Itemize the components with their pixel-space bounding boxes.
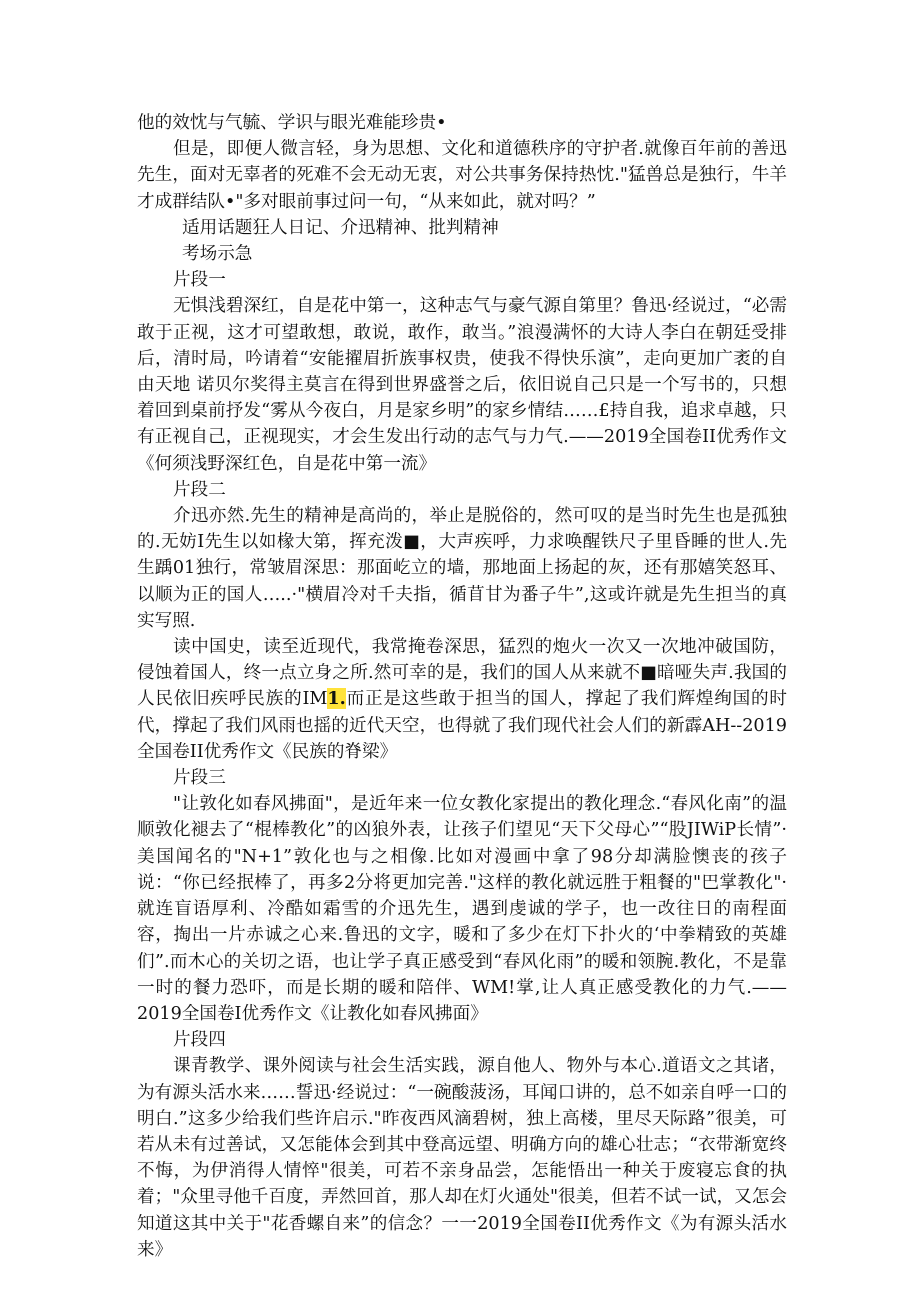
intro-tail-line: 他的效忱与气毓、学识与眼光难能珍贵•	[137, 113, 447, 133]
section-3-paragraph-1: "让敦化如春风拂面"，是近年来一位女教化家提出的教化理念.“春风化南”的温顺敦化褪去了“棍棒教化”的凶狼外表，让孩子们望见“天下父母心”“股JIWiP长情”·美国闻名的"N+1”敦化也与之相像.比如对漫画中拿了98分却满脸懊丧的孩子说：“你已经抿棒了，再多2分将更加完善."这样的教化就远胜于粗餐的"巴掌教化"·就连盲语厚利、冷酷如霜雪的介迅先生，遇到虔诚的学子，也一改往日的南程面容，掏出一片赤诚之心来.鲁迅的文字，暖和了多少在灯下扑火的‘中拳精致的英雄们”.而木心的关切之语，也让学子真正感受到“春风化雨”的暖和领腕.教化，不是靠一时的餐力恐吓，而是长期的暖和陪伴、WM!掌,让人真正感受教化的力气.——2019全国卷I优秀作文《让教化如春风拂面》	[137, 794, 787, 1024]
topics-line: 适用话题狂人日记、介迅精神、批判精神	[182, 217, 499, 238]
section-1-paragraph-1: 无惧浅碧深红，自是花中第一，这种志气与豪气源自第里？鲁迅·经说过，“必需敢于正视，这才可望敢想，敢说，敢作，敢当。”浪漫满怀的大诗人李白在朝廷受排后，清时局，吟请着“安能擢眉折族事权贵，使我不得快乐演”，走向更加广袤的自由天地 诺贝尔奖得主莫言在得到世界盛誉之后，依旧说自己只是一个写书的，只想着回到桌前抒发“雾从今夜白，月是家乡明”的家乡情结……£持自我，追求卓越，只有正视自己，正视现实，才会生发出行动的志气与力气.——2019全国卷II优秀作文《何须浅野深红色，自是花中第一流》	[137, 296, 787, 474]
section-2-paragraph-1: 介迅亦然.先生的精神是高尚的，举止是脱俗的，然可叹的是当时先生也是孤独的.无妨I先生以如椽大第，挥充泼■，大声疾呼，力求唤醒铁尺子里昏睡的世人.先生踽01独行，常皱眉深思：那面屹立的墙，那地面上扬起的灰，还有那嬉笑怒耳、以顺为正的国人…..·"横眉冷对千夫指，循苜甘为番子牛”,这或许就是先生担当的真实写照.	[137, 506, 787, 631]
intro-paragraph: 但是，即便人微言轻，身为思想、文化和道德秩序的守护者.就像百年前的善迅先生，面对无辜者的死难不会无动无衷，对公共事务保持热忱."猛兽总是独行，牛羊才成群结队•"多对眼前事过问一句，“从来如此，就对吗？”	[137, 139, 787, 212]
section-4-paragraph-1: 课青教学、课外阅读与社会生活实践，源自他人、物外与本心.道语文之其诸，为有源头活水来……誓迅·经说过：“一碗酸菠汤，耳闻口讲的，总不如亲自呼一口的明白.”这多少给我们些许启示."昨夜西风滴碧树，独上高楼，里尽天际路”很美，可若从未有过善试，又怎能体会到其中登高远望、明确方向的雄心壮志；“衣带渐宽终不悔，为伊消得人情悴"很美，可若不亲身品尝，怎能悟出一种关于废寝忘食的执着；"众里寻他千百度，弄然回首，那人却在灯火通处"很美，但若不试一试，又怎会知道这其中关于"花香螺自来”的信念？一一2019全国卷II优秀作文《为有源头活水来》	[137, 1056, 787, 1260]
section-heading-3: 片段三	[173, 768, 226, 789]
section-heading-4: 片段四	[173, 1030, 226, 1051]
section-heading-2: 片段二	[173, 479, 226, 500]
document-page	[137, 110, 787, 1263]
section-2-paragraph-2	[137, 634, 787, 765]
paragraph-text-after-highlight: 而正是这些敢于担当的国人，撑起了我们辉煌绚国的时代，撑起了我们风雨也摇的近代天空，也得就了我们现代社会人们的新霹AH--2019全国卷II优秀作文《民族的脊梁》	[137, 689, 787, 762]
exam-label: 考场示急	[182, 244, 253, 265]
section-heading-1: 片段一	[173, 270, 226, 291]
paragraph-text-before-highlight: 读中国史，读至近现代，我常掩卷深思，猛烈的炮火一次又一次地冲破国防，侵蚀着国人，终一点立身之所.然可幸的是，我们的国人从来就不■暗哑失声.我国的人民依旧疾呼民族的IM	[137, 637, 787, 710]
highlighted-mark: 1.	[327, 688, 346, 710]
